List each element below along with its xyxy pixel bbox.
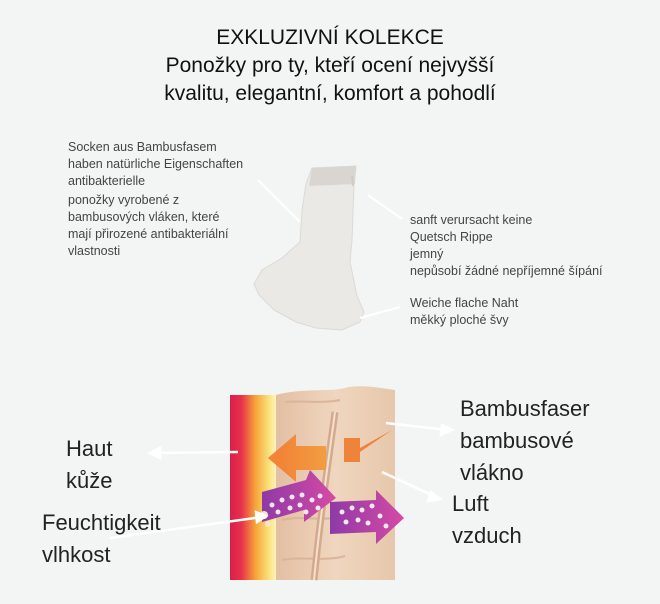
label-fiber-de: Bambusfaser bbox=[460, 396, 590, 421]
label-line: antibakterielle bbox=[68, 174, 146, 188]
label-line: sanft verursacht keine bbox=[410, 213, 533, 227]
label-moisture bbox=[42, 507, 161, 571]
label-soft-rib bbox=[410, 212, 603, 280]
label-skin-de: Haut bbox=[66, 436, 113, 461]
label-moisture-de: Feuchtigkeit bbox=[42, 510, 161, 535]
label-line: jemný bbox=[410, 247, 444, 261]
label-flat-seam bbox=[410, 295, 518, 329]
collection-title: EXKLUZIVNÍ KOLEKCE bbox=[216, 26, 444, 49]
label-skin bbox=[66, 433, 112, 497]
label-line: ponožky vyrobené z bbox=[68, 193, 180, 207]
label-fiber-cz2: vlákno bbox=[460, 460, 524, 485]
label-line: vlastnosti bbox=[68, 244, 121, 258]
label-fiber-cz1: bambusové bbox=[460, 428, 574, 453]
label-line: bambusových vláken, které bbox=[68, 210, 220, 224]
label-moisture-cz: vlhkost bbox=[42, 542, 111, 567]
label-line: nepůsobí žádné nepříjemné šípání bbox=[410, 264, 603, 278]
label-line: Weiche flache Naht bbox=[410, 296, 519, 310]
label-antibacterial-cz bbox=[68, 192, 229, 260]
label-line: Socken aus Bambusfasem bbox=[68, 140, 217, 154]
label-air-cz: vzduch bbox=[452, 523, 522, 548]
subtitle-line-1: Ponožky pro ty, kteří ocení nejvyšší bbox=[165, 54, 495, 77]
sock-illustration bbox=[254, 166, 364, 330]
label-skin-cz: kůže bbox=[66, 468, 113, 493]
label-line: haben natürliche Eigenschaften bbox=[68, 157, 244, 171]
label-air bbox=[452, 488, 522, 552]
label-air-de: Luft bbox=[452, 491, 489, 516]
label-antibacterial-de bbox=[68, 139, 243, 190]
label-line: měkký ploché švy bbox=[410, 313, 509, 327]
subtitle-line-2: kvalitu, elegantní, komfort a pohodlí bbox=[164, 82, 496, 105]
label-bamboo-fiber bbox=[460, 393, 590, 489]
label-line: Quetsch Rippe bbox=[410, 230, 493, 244]
label-line: mají přirozené antibakteriální bbox=[68, 227, 229, 241]
